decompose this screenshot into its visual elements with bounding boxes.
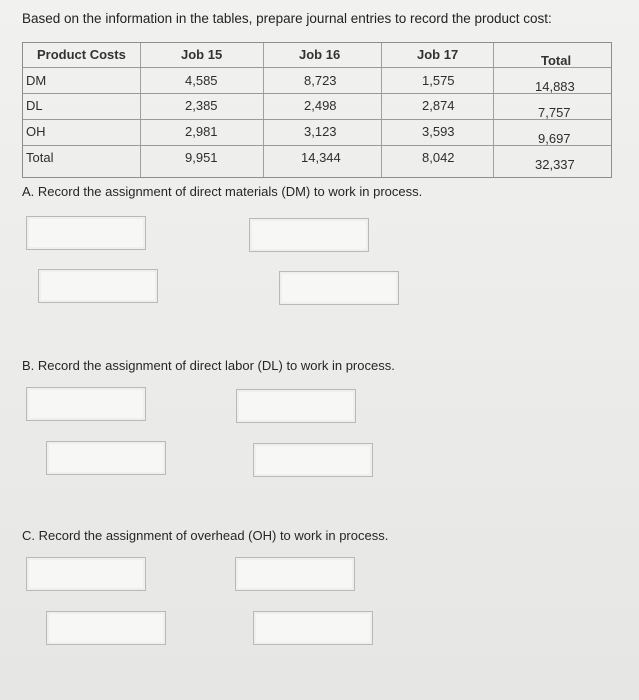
cell-job-15: 9,951 xyxy=(185,150,218,165)
row-label: Total xyxy=(26,150,54,165)
cell-total: 7,757 xyxy=(538,105,571,120)
journal-c-debit-amount-input[interactable] xyxy=(235,557,355,591)
journal-a-credit-amount-input[interactable] xyxy=(279,271,399,305)
journal-b-credit-account-input[interactable] xyxy=(46,441,166,475)
journal-c-debit-account-input[interactable] xyxy=(26,557,146,591)
cell-job-16: 8,723 xyxy=(304,73,337,88)
cell-job-15: 2,981 xyxy=(185,124,218,139)
journal-c-credit-account-input[interactable] xyxy=(46,611,166,645)
table-divider xyxy=(23,67,611,68)
section-a-prompt: A. Record the assignment of direct materials (DM) to work in process. xyxy=(22,184,423,199)
table-row xyxy=(23,146,611,170)
header-total: Total xyxy=(541,53,572,68)
table-header-row xyxy=(23,43,611,67)
cell-job-17: 2,874 xyxy=(422,98,455,113)
row-label: DM xyxy=(26,73,47,88)
cell-job-15: 4,585 xyxy=(185,73,218,88)
header-job-16: Job 16 xyxy=(299,47,341,62)
cell-total: 9,697 xyxy=(538,131,571,146)
table-row xyxy=(23,69,611,93)
table-row xyxy=(23,120,611,144)
cell-total: 32,337 xyxy=(535,157,575,172)
cell-job-16: 2,498 xyxy=(304,98,337,113)
section-b-prompt: B. Record the assignment of direct labor (DL) to work in process. xyxy=(22,358,395,373)
journal-b-debit-account-input[interactable] xyxy=(26,387,146,421)
row-label: DL xyxy=(26,98,43,113)
header-job-15: Job 15 xyxy=(181,47,223,62)
table-row xyxy=(23,94,611,118)
header-job-17: Job 17 xyxy=(417,47,459,62)
journal-a-debit-account-input[interactable] xyxy=(26,216,146,250)
journal-b-credit-amount-input[interactable] xyxy=(253,443,373,477)
journal-a-debit-amount-input[interactable] xyxy=(249,218,369,252)
section-c-prompt: C. Record the assignment of overhead (OH) to work in process. xyxy=(22,528,389,543)
cell-job-17: 1,575 xyxy=(422,73,455,88)
journal-c-credit-amount-input[interactable] xyxy=(253,611,373,645)
cell-total: 14,883 xyxy=(535,79,575,94)
cell-job-15: 2,385 xyxy=(185,98,218,113)
cell-job-16: 3,123 xyxy=(304,124,337,139)
cell-job-17: 8,042 xyxy=(422,150,455,165)
journal-a-credit-account-input[interactable] xyxy=(38,269,158,303)
cell-job-17: 3,593 xyxy=(422,124,455,139)
product-costs-table xyxy=(22,42,612,178)
row-label: OH xyxy=(26,124,46,139)
header-product-costs: Product Costs xyxy=(37,47,126,62)
instructions-text: Based on the information in the tables, prepare journal entries to record the product cost: xyxy=(22,11,552,26)
journal-b-debit-amount-input[interactable] xyxy=(236,389,356,423)
cell-job-16: 14,344 xyxy=(301,150,341,165)
